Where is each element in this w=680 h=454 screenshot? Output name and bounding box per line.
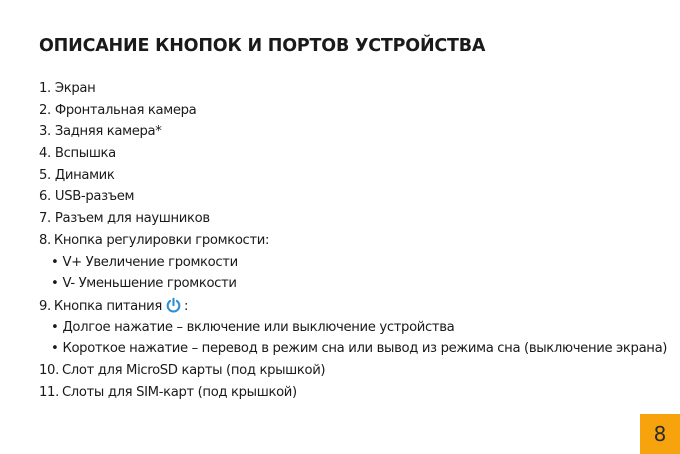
page-title: ОПИСАНИЕ КНОПОК И ПОРТОВ УСТРОЙСТВА — [39, 36, 486, 56]
item-number: 1. — [39, 81, 51, 96]
bullet: • — [51, 254, 59, 270]
item-text: Кнопка питания — [53, 298, 162, 314]
item-number: 7. — [39, 211, 51, 227]
list-item — [39, 123, 667, 145]
sub-list-item — [39, 254, 667, 276]
list-item — [39, 210, 667, 232]
item-text: Фронтальная камера — [54, 102, 197, 118]
item-text: USB-разъем — [54, 189, 135, 205]
item-number: 2. — [39, 102, 51, 118]
list-item — [39, 102, 667, 124]
list-item — [39, 145, 667, 167]
list-item — [39, 232, 667, 254]
item-number: 6. — [39, 189, 51, 205]
page-number-badge — [640, 414, 680, 454]
sub-list-item — [39, 319, 667, 341]
page-number: 8 — [653, 422, 667, 446]
item-text: Разъем для наушников — [54, 211, 210, 227]
item-text: Долгое нажатие – включение или выключение устройства — [62, 319, 455, 335]
list-item — [39, 384, 667, 406]
power-icon — [165, 297, 182, 314]
list-item — [39, 297, 667, 319]
item-number: 9. — [39, 298, 51, 314]
item-suffix: : — [184, 298, 189, 314]
item-text: Короткое нажатие – перевод в режим сна или вывод из режима сна (выключение экрана) — [62, 341, 668, 357]
item-text: V- Уменьшение громкости — [62, 276, 237, 292]
item-number: 10. — [39, 362, 59, 378]
item-number: 3. — [39, 124, 51, 140]
sub-list-item — [39, 340, 667, 362]
bullet: • — [51, 319, 59, 335]
sub-list-item — [39, 275, 667, 297]
item-text: Задняя камера* — [54, 124, 162, 140]
list-item — [39, 188, 667, 210]
item-text: Вспышка — [54, 146, 116, 162]
bullet: • — [51, 276, 59, 292]
item-text: Слоты для SIM-карт (под крышкой) — [61, 384, 297, 400]
item-text: V+ Увеличение громкости — [62, 254, 238, 270]
item-number: 11. — [39, 384, 59, 400]
list-item — [39, 80, 667, 102]
item-number: 5. — [39, 167, 51, 183]
item-text: Слот для MicroSD карты (под крышкой) — [61, 362, 326, 378]
item-text: Динамик — [54, 167, 115, 183]
item-text: Кнопка регулировки громкости: — [53, 232, 270, 248]
list-item — [39, 167, 667, 189]
item-number: 4. — [39, 146, 51, 162]
list-item — [39, 362, 667, 384]
bullet: • — [51, 341, 59, 357]
buttons-ports-list — [39, 80, 667, 405]
item-text: Экран — [54, 81, 96, 96]
item-number: 8. — [39, 232, 51, 248]
